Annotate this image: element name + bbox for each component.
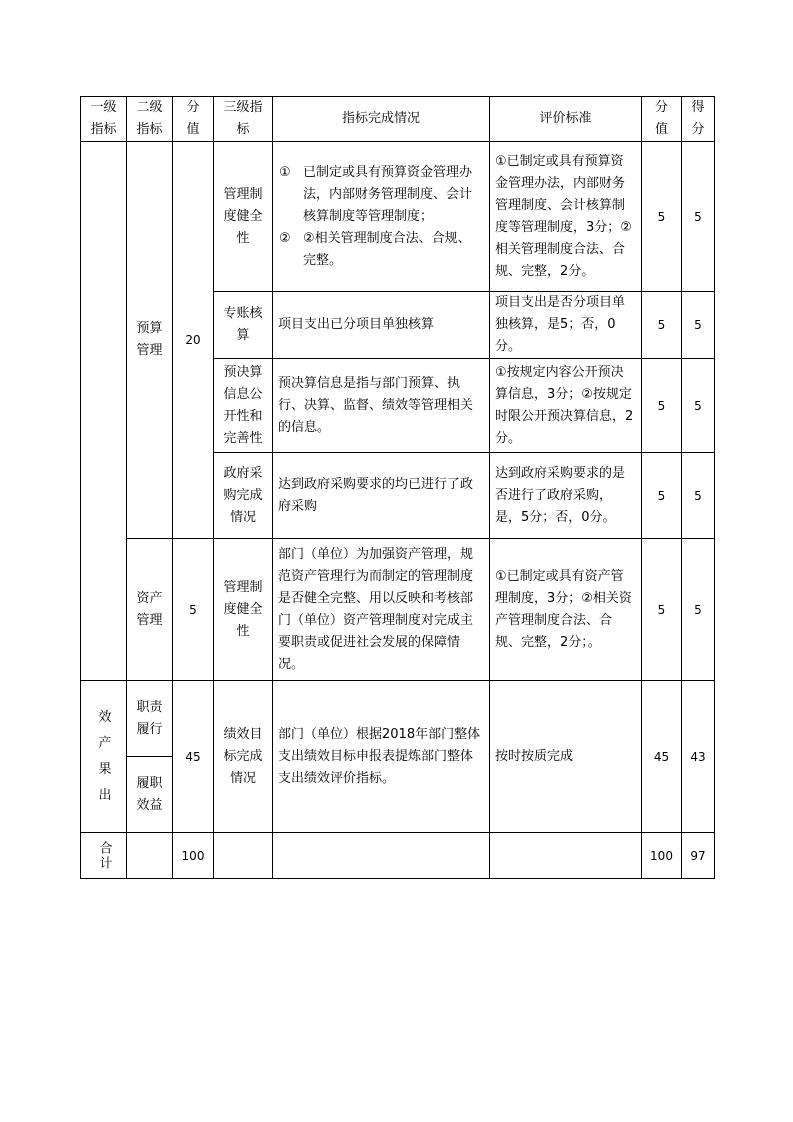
output-level2-a: 职责履行 (136, 699, 163, 737)
got-value: 43 (682, 681, 715, 833)
list-item (279, 162, 483, 228)
level3-label: 预决算信息公开性和完善性 (223, 364, 263, 446)
header-row (81, 97, 715, 142)
score-value: 5 (642, 142, 682, 292)
table-row (81, 681, 715, 757)
completion-text: 预决算信息是指与部门预算、执行、决算、监督、绩效等管理相关的信息。 (273, 359, 490, 453)
table-row (81, 142, 715, 292)
score-value: 5 (642, 292, 682, 359)
score-value: 5 (642, 453, 682, 539)
total-row (81, 833, 715, 879)
header-level2: 二级指标 (136, 100, 163, 137)
list-item-text: 已制定或具有预算资金管理办法，内部财务管理制度、会计核算制度等管理制度； (303, 164, 473, 224)
level3-label: 专账核算 (223, 306, 263, 343)
level3-label: 绩效目标完成情况 (223, 726, 263, 786)
list-item-text: ②相关管理制度合法、合规、完整。 (303, 230, 471, 268)
criteria-text: ①按规定内容公开预决算信息，3分；②按规定时限公开预决算信息，2分。 (490, 359, 642, 453)
total-score: 100 (173, 833, 214, 879)
got-value: 5 (682, 292, 715, 359)
evaluation-table (80, 96, 715, 879)
score-value: 5 (642, 539, 682, 681)
budget-score: 20 (173, 142, 214, 539)
got-value: 5 (682, 142, 715, 292)
output-level1: 效产果出 (98, 709, 120, 803)
got-value: 5 (682, 453, 715, 539)
got-value: 5 (682, 539, 715, 681)
marker: ① (279, 164, 291, 180)
got-value: 5 (682, 359, 715, 453)
completion-text: 部门（单位）根据2018年部门整体支出绩效目标申报表提炼部门整体支出绩效评价指标。 (273, 681, 490, 833)
asset-score: 5 (173, 539, 214, 681)
header-level1: 一级指标 (90, 100, 117, 137)
score-value: 45 (642, 681, 682, 833)
empty-cell (127, 833, 173, 879)
budget-level2: 预算管理 (136, 321, 163, 358)
asset-level2: 资产管理 (136, 590, 163, 628)
criteria-text: ①已制定或具有预算资金管理办法，内部财务管理制度、会计核算制度等管理制度，3分；②相关管理制度合法、合规、完整，2分。 (490, 142, 642, 292)
header-completion: 指标完成情况 (273, 97, 490, 142)
header-score-b: 分值 (654, 100, 668, 137)
completion-text: 部门（单位）为加强资产管理，规范资产管理行为而制定的管理制度是否健全完整、用以反映和考核部门（单位）资产管理制度对完成主要职责或促进社会发展的保障情况。 (273, 539, 490, 681)
criteria-text: 按时按质完成 (490, 681, 642, 833)
output-level2-b: 履职效益 (136, 775, 163, 813)
score-value: 5 (642, 359, 682, 453)
criteria-text: ①已制定或具有资产管理制度，3分；②相关资产管理制度合法、合规、完整，2分；。 (490, 539, 642, 681)
header-level3: 三级指标 (223, 100, 263, 137)
level1-empty-cell (81, 142, 127, 681)
header-score: 分值 (186, 100, 200, 137)
level3-label: 管理制度健全性 (223, 579, 263, 639)
list-item (279, 228, 483, 272)
total-got: 97 (682, 833, 715, 879)
empty-cell (214, 833, 273, 879)
completion-text: 项目支出已分项目单独核算 (273, 292, 490, 359)
level3-label: 管理制度健全性 (223, 186, 263, 246)
total-score-b: 100 (642, 833, 682, 879)
total-label: 合计 (96, 840, 112, 871)
empty-cell (273, 833, 490, 879)
output-score: 45 (173, 681, 214, 833)
criteria-text: 项目支出是否分项目单独核算，是5；否，0分。 (490, 292, 642, 359)
completion-list (273, 162, 489, 272)
header-got: 得分 (691, 100, 705, 137)
table-row (81, 539, 715, 681)
criteria-text: 达到政府采购要求的是否进行了政府采购，是，5分；否，0分。 (490, 453, 642, 539)
empty-cell (490, 833, 642, 879)
completion-text: 达到政府采购要求的均已进行了政府采购 (273, 453, 490, 539)
level3-label: 政府采购完成情况 (223, 465, 263, 525)
header-criteria: 评价标准 (490, 97, 642, 142)
marker: ② (279, 230, 291, 246)
